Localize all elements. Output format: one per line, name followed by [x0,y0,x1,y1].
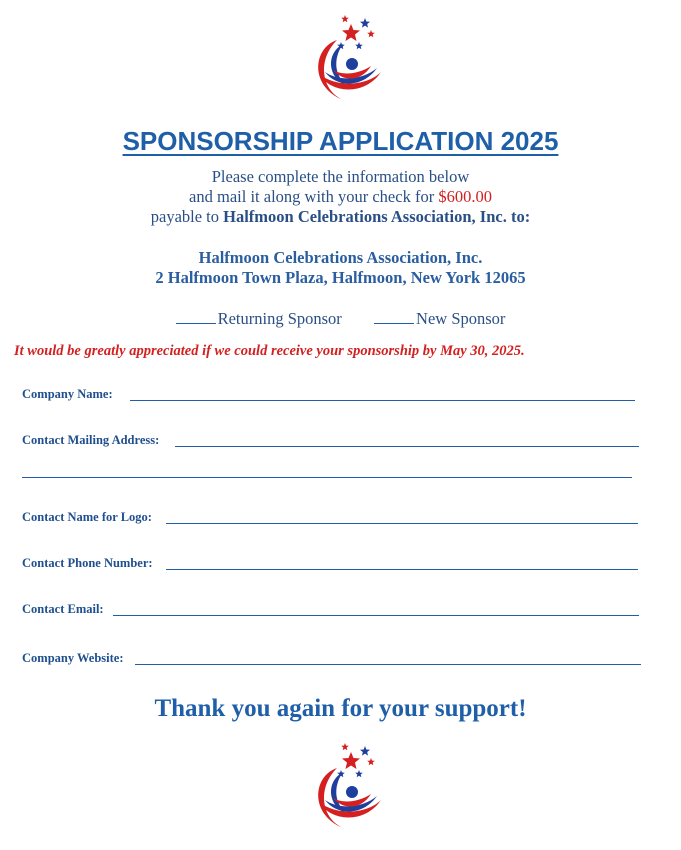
website-field[interactable] [135,664,641,665]
mailing-address-label: Contact Mailing Address: [22,433,160,447]
address-name: Halfmoon Celebrations Association, Inc. [198,248,483,267]
intro-line-1: Please complete the information below [211,167,470,186]
email-field[interactable] [113,615,639,616]
top-logo [303,12,393,102]
closing-message: Thank you again for your support! [154,695,527,722]
logo-contact-field[interactable] [166,523,638,524]
new-sponsor-option[interactable]: New Sponsor [374,309,505,328]
page-title: SPONSORSHIP APPLICATION 2025 [122,126,559,156]
sponsor-type-options [0,309,681,329]
website-label: Company Website: [22,651,124,665]
deadline-notice: It would be greatly appreciated if we could receive your sponsorship by May 30, 2025. [14,343,525,359]
phone-label: Contact Phone Number: [22,556,153,570]
fireworks-logo-icon [303,12,393,102]
address-street: 2 Halfmoon Town Plaza, Halfmoon, New York 12065 [155,268,526,287]
email-label: Contact Email: [22,602,104,616]
intro-line-3: payable to Halfmoon Celebrations Association, Inc. to: [150,207,531,226]
intro-line-2: and mail it along with your check for $600.00 [189,187,492,206]
mailing-address-field[interactable] [175,446,639,447]
bottom-logo [303,740,393,830]
company-name-field[interactable] [130,400,635,401]
fee-amount: $600.00 [438,187,492,206]
fireworks-logo-icon [303,740,393,830]
new-sponsor-blank[interactable] [374,309,414,324]
returning-sponsor-option[interactable]: Returning Sponsor [176,309,342,328]
mailing-address-field-line-2[interactable] [22,477,632,478]
payee-name: Halfmoon Celebrations Association, Inc. to: [223,207,531,226]
logo-contact-label: Contact Name for Logo: [22,510,152,524]
returning-sponsor-blank[interactable] [176,309,216,324]
mailing-address [0,248,681,288]
company-name-label: Company Name: [22,387,113,401]
phone-field[interactable] [166,569,638,570]
intro-block [0,167,681,227]
